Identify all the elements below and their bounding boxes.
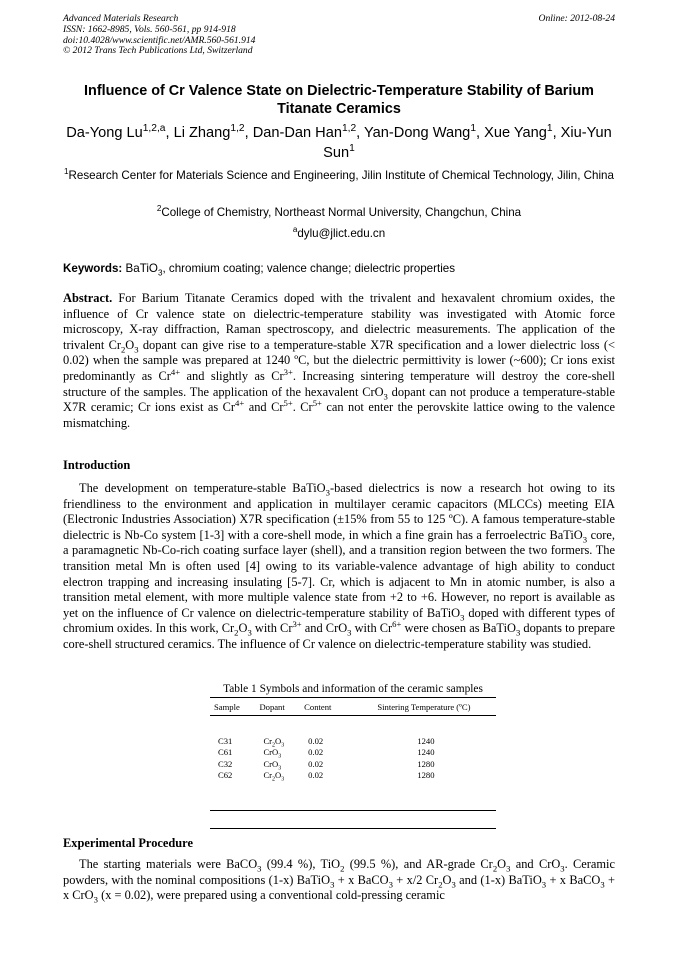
table-cell-temp: 1280 <box>417 758 435 769</box>
keywords-text: BaTiO$_3$, chromium coating; valence change; dielectric properties <box>125 262 456 278</box>
samples-table <box>210 697 496 811</box>
table-cell-temp: 1240 <box>417 747 435 758</box>
journal-name: Advanced Materials Research <box>63 13 179 24</box>
table-cell-dopant: $Cr_2O_3$ <box>263 770 285 783</box>
experimental-text: The starting materials were BaCO$_3$ (99.4 %), TiO$_2$ (99.5 %), and AR-grade $Cr_2O_3$ and CrO$_3$. Ceramic powders, with the nominal compositions (1-x) BaTiO$_3$ + x BaCO$_3$ + x/2 $Cr_2O_3$ and (1-x) BaTiO$_3$ + x BaCO$_3$ + x CrO$_3$ (x = 0.02), were prepared using a conventional cold-pressing ceramic <box>63 857 615 905</box>
table-cell-dopant: CrO$_3$ <box>263 758 282 772</box>
table-cell-temp: 1280 <box>417 770 435 781</box>
journal-header <box>63 14 255 57</box>
column-header: Dopant <box>255 697 300 715</box>
table-cell-sample: C61 <box>218 747 233 758</box>
doi: doi:10.4028/www.scientific.net/AMR.560-561.914 <box>63 34 256 46</box>
keywords-label: Keywords: <box>63 262 123 275</box>
author-list: Da-Yong Lu$^{1,2,a}$, Li Zhang$^{1,2}$, Dan-Dan Han$^{1,2}$, Yan-Dong Wang$^1$, Xue Yang$^1$, Xiu-Yun Sun$^1$ <box>66 123 612 161</box>
author-affiliation-mark: 1,2,a <box>142 123 166 135</box>
introduction-text: The development on temperature-stable BaTiO$_3$-based dielectrics is now a research hot owing to its friendliness to the environment and application in multilayer ceramic capacitors (MLCCs) meeting EIA (Electronic Industries Association) X7R specification (±15% from 55 to 125 ºC). A famous temperature-stable dielectric is Nb-Co system [1-3] with a core-shell mode, in which a fine grain has a ferroelectric BaTiO$_3$ core, a paramagnetic Nb-Co-rich coating surface layer (shell), and a transition region between the two formers. The transition metal Mn is often used [4] owing to its variable-valence advantage of high ability to conduct electron trapping and increasing insulating [5-7]. Cr, which is adjacent to Mn in atomic number, is also a transition metal element, with more multiple valence state from +2 to +6. However, no report is available as yet on the influence of Cr valence on dielectric-temperature stability of BaTiO$_3$ doped with different types of chromium oxides. In this work, $Cr_2O_3$ with $Cr^{3+}$ and CrO$_3$ with $Cr^{6+}$ were chosen as BaTiO$_3$ dopants to prepare core-shell structured ceramics. The influence of Cr valence on dielectric-temperature stability was studied. <box>63 481 616 651</box>
table-cell-content: 0.02 <box>308 747 324 758</box>
copyright: © 2012 Trans Tech Publications Ltd, Switzerland <box>63 45 253 57</box>
table-cell-sample: C31 <box>218 735 233 746</box>
column-header: Sample <box>210 697 255 715</box>
author-name: Xue Yang <box>484 125 547 141</box>
author-affiliation-mark: 1 <box>546 123 553 135</box>
table-cell-temp: 1240 <box>417 735 435 746</box>
introduction-heading: Introduction <box>63 458 131 472</box>
keywords <box>63 262 615 278</box>
column-header: Content <box>300 697 348 715</box>
paper-title: Influence of Cr Valence State on Dielectric-Temperature Stability of Barium Titanate Ceramics <box>84 83 594 117</box>
table-1 <box>210 683 496 811</box>
table-cell-content: 0.02 <box>308 758 324 769</box>
author-name: Li Zhang <box>173 125 231 141</box>
author-affiliation-mark: 1 <box>349 143 355 155</box>
author-name: Dan-Dan Han <box>252 125 342 141</box>
table-row <box>210 770 496 810</box>
author-name: Da-Yong Lu <box>66 125 143 141</box>
table-caption: Table 1 Symbols and information of the ceramic samples <box>223 683 483 695</box>
author-name: Xiu-Yun Sun <box>323 125 612 161</box>
affiliation-2: $^2$College of Chemistry, Northeast Normal University, Changchun, China <box>156 204 522 219</box>
table-cell-sample: C62 <box>218 770 233 781</box>
experimental-heading: Experimental Procedure <box>63 836 193 850</box>
table-row <box>210 715 496 747</box>
table-cell-sample: C32 <box>218 758 233 769</box>
section-divider <box>210 828 496 829</box>
online-date: Online: 2012-08-24 <box>538 13 615 24</box>
author-affiliation-mark: 1 <box>470 123 476 135</box>
author-email: $^a$dylu@jlict.edu.cn <box>292 225 386 240</box>
column-header: Sintering Temperature (ºC) <box>348 697 496 715</box>
author-affiliation-mark: 1,2 <box>341 123 357 135</box>
author-name: Yan-Dong Wang <box>364 125 471 141</box>
abstract <box>63 291 615 431</box>
table-cell-dopant: $Cr_2O_3$ <box>263 735 285 749</box>
table-row <box>210 759 496 771</box>
abstract-label: Abstract. <box>63 291 113 305</box>
author-affiliation-mark: 1,2 <box>230 123 245 135</box>
issn: ISSN: 1662-8985, Vols. 560-561, pp 914-918 <box>63 23 236 35</box>
table-row <box>210 747 496 759</box>
table-cell-dopant: CrO$_3$ <box>263 747 282 760</box>
table-cell-content: 0.02 <box>308 770 324 781</box>
table-cell-content: 0.02 <box>308 735 324 746</box>
abstract-text: For Barium Titanate Ceramics doped with the trivalent and hexavalent chromium oxides, the influence of Cr valence state on dielectric-temperature stability was investigated with Atomic force microscopy, X-ray diffraction, Raman spectroscopy, and dielectric measurements. The application of the trivalent $Cr_2O_3$ dopant can give rise to a temperature-stable X7R specification and a lower dielectric loss (< 0.02) when the sample was prepared at 1240 ºC, but the dielectric permittivity is lower (~600); Cr ions exist predominantly as $Cr^{4+}$ and slightly as $Cr^{3+}$. Increasing sintering temperature will destroy the core-shell structure of the samples. The application of the hexavalent CrO$_3$ dopant can not produce a temperature-stable X7R ceramic; Cr ions exist as $Cr^{4+}$ and $Cr^{5+}$. $Cr^{5+}$ can not enter the perovskite lattice owing to the valence mismatching. <box>63 291 616 430</box>
affiliation-1: $^1$Research Center for Materials Science and Engineering, Jilin Institute of Chemical Technology, Jilin, China <box>64 167 614 182</box>
